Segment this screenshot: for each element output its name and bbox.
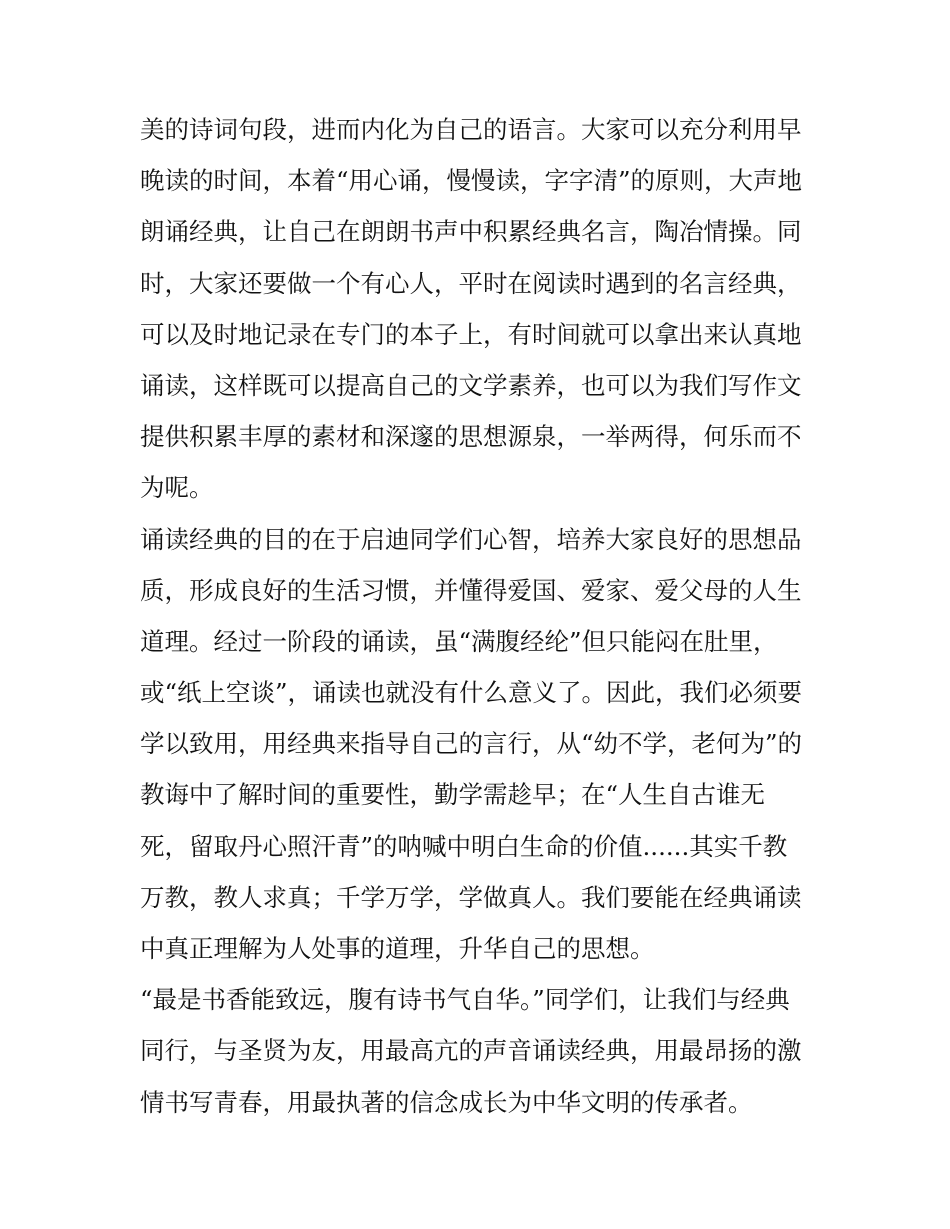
text-line: 为呢。 <box>140 473 214 503</box>
text-line: 中真正理解为人处事的道理，升华自己的思想。 <box>140 934 655 963</box>
text-line: 道理。经过一阶段的诵读，虽“满腹经纶”但只能闷在肚里， <box>140 626 778 656</box>
text-line: 万教，教人求真；千学万学，学做真人。我们要能在经典诵读 <box>140 882 802 912</box>
text-line: 死，留取丹心照汗青”的呐喊中明白生命的价值......其实千教 <box>140 831 788 861</box>
text-line: 质，形成良好的生活习惯，并懂得爱国、爱家、爱父母的人生 <box>140 575 802 605</box>
text-line: 朗诵经典，让自己在朗朗书声中积累经典名言，陶冶情操。同 <box>140 217 802 247</box>
text-line: 情书写青春，用最执著的信念成长为中华文明的传承者。 <box>140 1087 753 1117</box>
paragraph-1 <box>140 104 830 514</box>
text-line: 教诲中了解时间的重要性，勤学需趁早；在“人生自古谁无 <box>140 780 766 810</box>
text-line: 诵读经典的目的在于启迪同学们心智，培养大家良好的思想品 <box>140 524 802 554</box>
text-line: 提供积累丰厚的素材和深邃的思想源泉，一举两得，何乐而不 <box>140 422 802 452</box>
text-line: 学以致用，用经典来指导自己的言行，从“幼不学，老何为”的 <box>140 729 803 759</box>
text-line: 美的诗词句段，进而内化为自己的语言。大家可以充分利用早 <box>140 115 802 144</box>
paragraph-3 <box>140 974 830 1128</box>
body-text <box>140 104 830 1128</box>
text-line: 诵读，这样既可以提高自己的文学素养，也可以为我们写作文 <box>140 370 802 400</box>
text-line: 可以及时地记录在专门的本子上，有时间就可以拿出来认真地 <box>140 319 802 349</box>
text-line: 或“纸上空谈”，诵读也就没有什么意义了。因此，我们必须要 <box>140 678 803 708</box>
text-line: “最是书香能致远，腹有诗书气自华。”同学们，让我们与经典 <box>140 985 790 1015</box>
text-line: 时，大家还要做一个有心人，平时在阅读时遇到的名言经典， <box>140 268 802 298</box>
text-line: 晚读的时间，本着“用心诵，慢慢读，字字清”的原则，大声地 <box>140 166 803 196</box>
text-line: 同行，与圣贤为友，用最高亢的声音诵读经典，用最昂扬的激 <box>140 1036 802 1066</box>
paragraph-2 <box>140 514 830 975</box>
